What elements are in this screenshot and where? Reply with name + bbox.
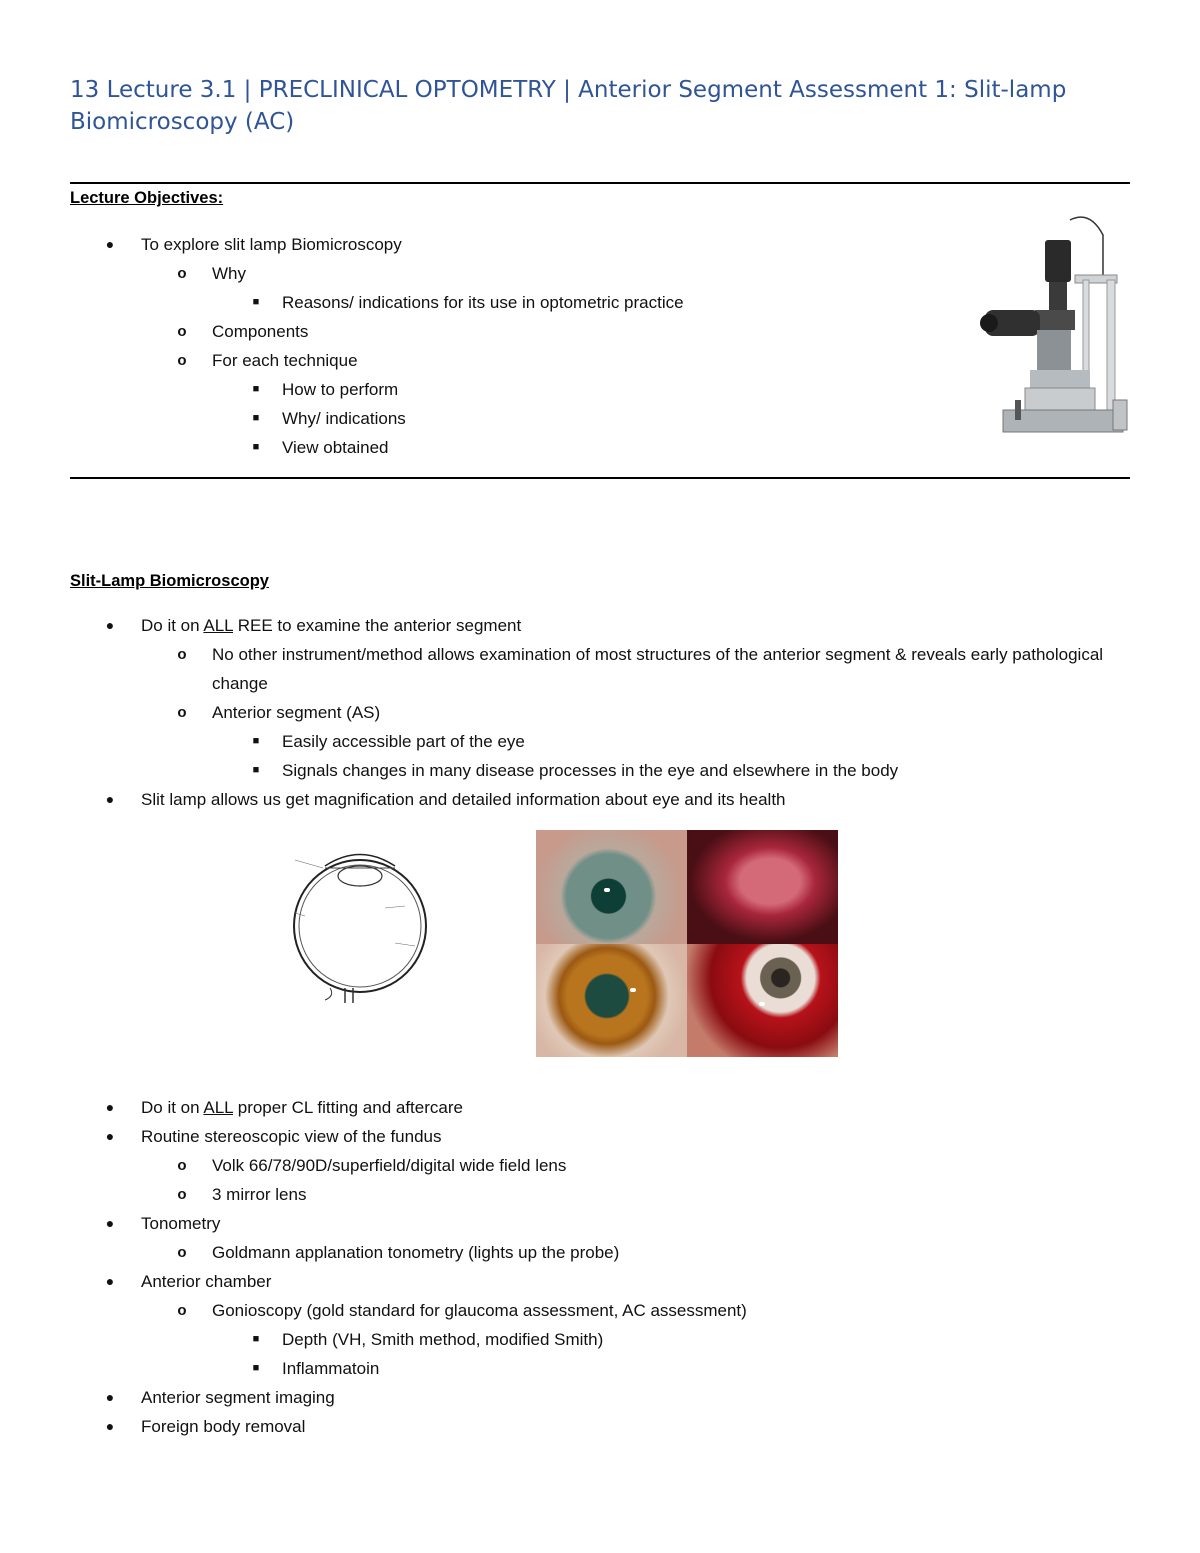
bullet-icon: ● [105,791,115,807]
list-item: o Why [0,259,1200,288]
slit-lamp-heading: Slit-Lamp Biomicroscopy [70,572,269,590]
list-item: ■ Why/ indications [0,404,1200,433]
list-item: ● Do it on ALL proper CL fitting and aftercare [0,1093,1200,1122]
subconjunctival-hemorrhage-photo [687,944,838,1058]
square-bullet-icon: ■ [252,1333,260,1345]
square-bullet-icon: ■ [252,296,260,308]
slit-lamp-list [0,611,1200,814]
list-item: ● Routine stereoscopic view of the fundus [0,1122,1200,1151]
circle-bullet-icon: o [177,323,187,340]
list-item: ■ Reasons/ indications for its use in optometric practice [0,288,1200,317]
square-bullet-icon: ■ [252,1362,260,1374]
slit-lamp-uses-list [0,1093,1200,1441]
square-bullet-icon: ■ [252,412,260,424]
circle-bullet-icon: o [177,704,187,721]
list-item: o Anterior segment (AS) [0,698,1200,727]
bullet-icon: ● [105,1418,115,1434]
list-item: ● Anterior segment imaging [0,1383,1200,1412]
list-item: ■ View obtained [0,433,1200,462]
square-bullet-icon: ■ [252,735,260,747]
bullet-icon: ● [105,1273,115,1289]
list-item: ■ Signals changes in many disease processes in the eye and elsewhere in the body [0,756,1200,785]
list-item: ● Anterior chamber [0,1267,1200,1296]
list-item: ● Slit lamp allows us get magnification and detailed information about eye and its health [0,785,1200,814]
list-item: o No other instrument/method allows examination of most structures of the anterior segment & reveals early pathological change [0,640,1200,698]
circle-bullet-icon: o [177,352,187,369]
eye-anatomy-diagram [275,838,440,1008]
list-item: ■ How to perform [0,375,1200,404]
list-item: ● Tonometry [0,1209,1200,1238]
list-item: o Goldmann applanation tonometry (lights up the probe) [0,1238,1200,1267]
slit-lamp-photo-grid [536,830,838,1057]
circle-bullet-icon: o [177,1157,187,1174]
circle-bullet-icon: o [177,265,187,282]
list-item: ■ Easily accessible part of the eye [0,727,1200,756]
list-item: ● To explore slit lamp Biomicroscopy [0,230,1200,259]
bullet-icon: ● [105,236,115,252]
list-item: o For each technique [0,346,1200,375]
square-bullet-icon: ■ [252,764,260,776]
circle-bullet-icon: o [177,1302,187,1319]
circle-bullet-icon: o [177,1186,187,1203]
bullet-icon: ● [105,1099,115,1115]
brown-iris-photo [536,944,687,1058]
list-item: ● Do it on ALL REE to examine the anterior segment [0,611,1200,640]
list-item: ■ Inflammatoin [0,1354,1200,1383]
list-item: o Volk 66/78/90D/superfield/digital wide field lens [0,1151,1200,1180]
square-bullet-icon: ■ [252,441,260,453]
circle-bullet-icon: o [177,1244,187,1261]
objectives-bottom-rule [70,477,1130,479]
list-item: ● Foreign body removal [0,1412,1200,1441]
slit-lamp-image [975,210,1135,445]
bullet-icon: ● [105,1128,115,1144]
top-rule [70,182,1130,184]
conjunctiva-photo [687,830,838,944]
list-item: ■ Depth (VH, Smith method, modified Smith) [0,1325,1200,1354]
bullet-icon: ● [105,617,115,633]
bullet-icon: ● [105,1215,115,1231]
circle-bullet-icon: o [177,646,187,663]
page-title: 13 Lecture 3.1 | PRECLINICAL OPTOMETRY | Anterior Segment Assessment 1: Slit-lamp Biomicroscopy (AC) [70,77,1067,135]
list-item: o Gonioscopy (gold standard for glaucoma assessment, AC assessment) [0,1296,1200,1325]
square-bullet-icon: ■ [252,383,260,395]
list-item: o Components [0,317,1200,346]
bullet-icon: ● [105,1389,115,1405]
lecture-objectives-heading: Lecture Objectives: [70,189,224,207]
list-item: o 3 mirror lens [0,1180,1200,1209]
cataract-eye-photo [536,830,687,944]
